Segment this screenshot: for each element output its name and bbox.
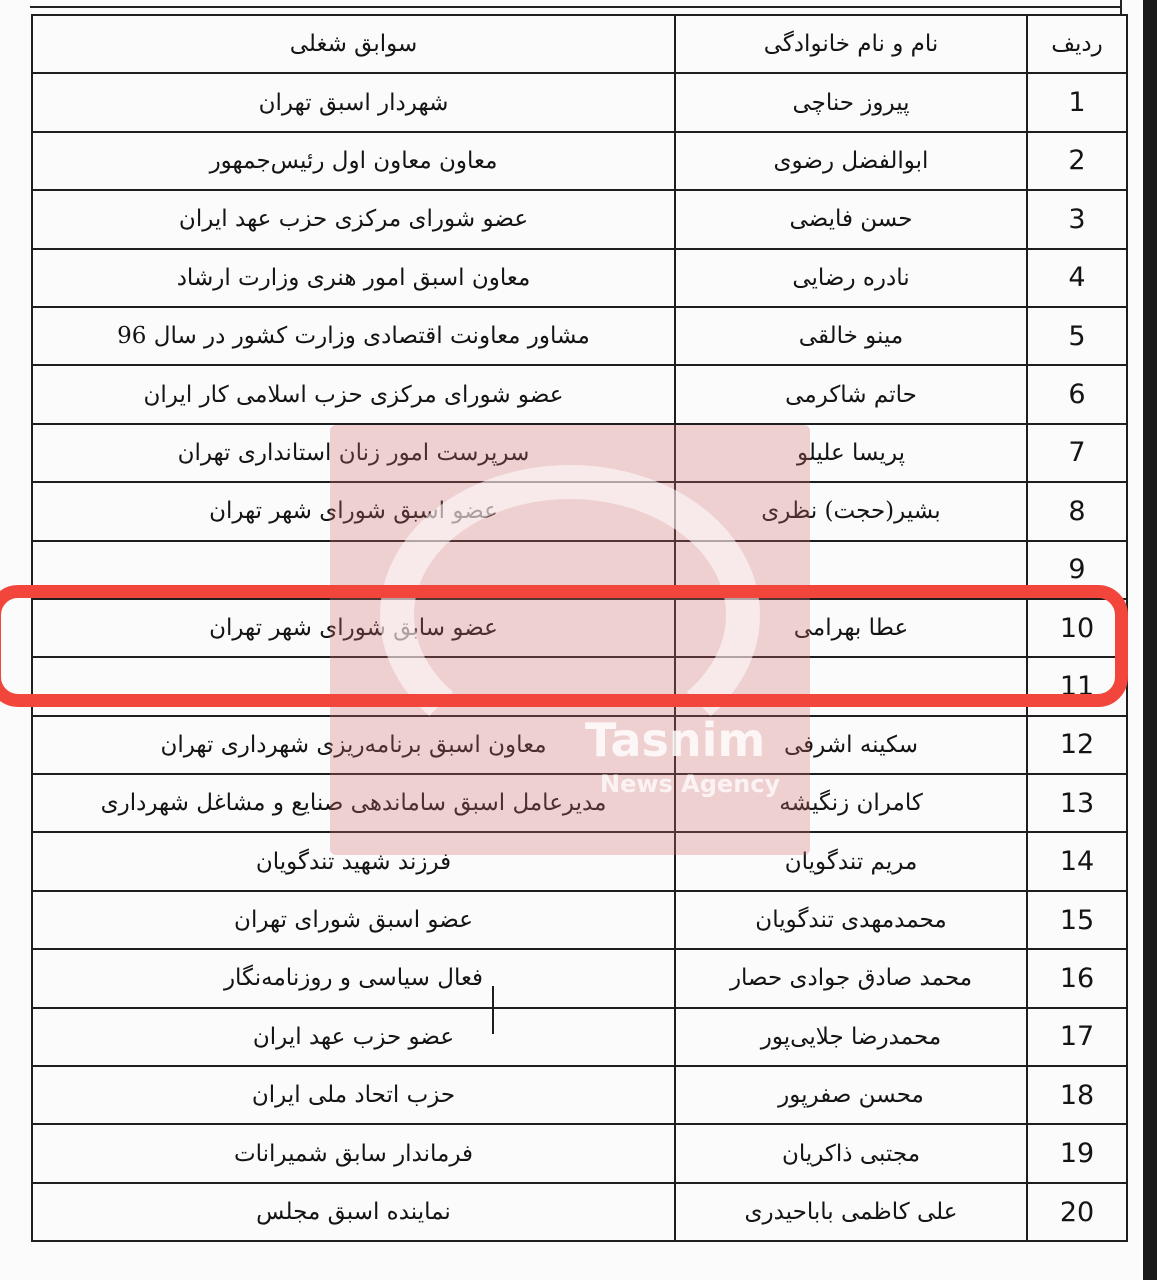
- table-row: [32, 1066, 1127, 1124]
- row-name: حسن فایضی: [675, 190, 1027, 248]
- row-name: محمدرضا جلایی‌پور: [675, 1008, 1027, 1066]
- table-row: [32, 1124, 1127, 1182]
- cell-divider-mark: [492, 986, 494, 1034]
- row-name: نادره رضایی: [675, 249, 1027, 307]
- row-name: حاتم شاکرمی: [675, 365, 1027, 423]
- row-number: 13: [1027, 774, 1127, 832]
- table-row: [32, 307, 1127, 365]
- row-name: محمدمهدی تندگویان: [675, 891, 1027, 949]
- row-career: عضو اسبق شورای شهر تهران: [32, 482, 675, 540]
- row-career: [32, 657, 675, 715]
- table-row: [32, 541, 1127, 599]
- table-row: [32, 132, 1127, 190]
- row-name: مریم تندگویان: [675, 832, 1027, 890]
- row-number: 19: [1027, 1124, 1127, 1182]
- row-name: ابوالفضل رضوی: [675, 132, 1027, 190]
- row-name: کامران زنگیشه: [675, 774, 1027, 832]
- row-career: سرپرست امور زنان استانداری تهران: [32, 424, 675, 482]
- row-career: مشاور معاونت اقتصادی وزارت کشور در سال 96: [32, 307, 675, 365]
- row-number: 17: [1027, 1008, 1127, 1066]
- table-row: [32, 1183, 1127, 1241]
- row-career: نماینده اسبق مجلس: [32, 1183, 675, 1241]
- row-name: بشیر(حجت) نظری: [675, 482, 1027, 540]
- table-row: [32, 190, 1127, 248]
- table-row: [32, 832, 1127, 890]
- row-number: 4: [1027, 249, 1127, 307]
- watermark-subtitle: News Agency: [600, 770, 781, 798]
- row-name: سکینه اشرفی: [675, 716, 1027, 774]
- table-row: [32, 73, 1127, 131]
- row-name: محسن صفرپور: [675, 1066, 1027, 1124]
- row-number: 11: [1027, 657, 1127, 715]
- row-number: 16: [1027, 949, 1127, 1007]
- row-number: 12: [1027, 716, 1127, 774]
- row-number: 15: [1027, 891, 1127, 949]
- table-row: [32, 424, 1127, 482]
- row-career: عضو حزب عهد ایران: [32, 1008, 675, 1066]
- row-number: 18: [1027, 1066, 1127, 1124]
- row-number: 6: [1027, 365, 1127, 423]
- row-number: 8: [1027, 482, 1127, 540]
- row-career: حزب اتحاد ملی ایران: [32, 1066, 675, 1124]
- table-row: [32, 249, 1127, 307]
- row-number: 3: [1027, 190, 1127, 248]
- header-career: سوابق شغلی: [32, 15, 675, 73]
- top-border-line: [30, 6, 1120, 8]
- header-number: ردیف: [1027, 15, 1127, 73]
- table-row: [32, 891, 1127, 949]
- row-name: عطا بهرامی: [675, 599, 1027, 657]
- row-number: 1: [1027, 73, 1127, 131]
- row-number: 5: [1027, 307, 1127, 365]
- row-number: 7: [1027, 424, 1127, 482]
- row-name: مجتبی ذاکریان: [675, 1124, 1027, 1182]
- table-row: [32, 1008, 1127, 1066]
- row-name: [675, 657, 1027, 715]
- row-number: 9: [1027, 541, 1127, 599]
- photo-edge: [1143, 0, 1157, 1280]
- row-career: معاون معاون اول رئیس‌جمهور: [32, 132, 675, 190]
- table-header-row: [32, 15, 1127, 73]
- row-career: فرماندار سابق شمیرانات: [32, 1124, 675, 1182]
- watermark-brand: Tasnim: [585, 713, 766, 767]
- row-name: علی کاظمی باباحیدری: [675, 1183, 1027, 1241]
- row-career: فعال سیاسی و روزنامه‌نگار: [32, 949, 675, 1007]
- table-row: [32, 599, 1127, 657]
- row-career: شهردار اسبق تهران: [32, 73, 675, 131]
- table-row: [32, 365, 1127, 423]
- table-row: [32, 482, 1127, 540]
- table-row: [32, 657, 1127, 715]
- row-career: مدیرعامل اسبق ساماندهی صنایع و مشاغل شهرداری: [32, 774, 675, 832]
- row-career: [32, 541, 675, 599]
- table-body: [32, 73, 1127, 1241]
- row-career: معاون اسبق امور هنری وزارت ارشاد: [32, 249, 675, 307]
- header-name: نام و نام خانوادگی: [675, 15, 1027, 73]
- row-name: پریسا علیلو: [675, 424, 1027, 482]
- row-number: 14: [1027, 832, 1127, 890]
- row-number: 2: [1027, 132, 1127, 190]
- row-name: مینو خالقی: [675, 307, 1027, 365]
- table-row: [32, 716, 1127, 774]
- candidates-table: [31, 14, 1128, 1242]
- row-number: 10: [1027, 599, 1127, 657]
- row-career: عضو اسبق شورای تهران: [32, 891, 675, 949]
- row-career: عضو سابق شورای شهر تهران: [32, 599, 675, 657]
- row-name: پیروز حناچی: [675, 73, 1027, 131]
- table-row: [32, 774, 1127, 832]
- row-career: معاون اسبق برنامه‌ریزی شهرداری تهران: [32, 716, 675, 774]
- table-row: [32, 949, 1127, 1007]
- row-career: عضو شورای مرکزی حزب عهد ایران: [32, 190, 675, 248]
- row-career: فرزند شهید تندگویان: [32, 832, 675, 890]
- row-name: [675, 541, 1027, 599]
- row-career: عضو شورای مرکزی حزب اسلامی کار ایران: [32, 365, 675, 423]
- row-name: محمد صادق جوادی حصار: [675, 949, 1027, 1007]
- row-number: 20: [1027, 1183, 1127, 1241]
